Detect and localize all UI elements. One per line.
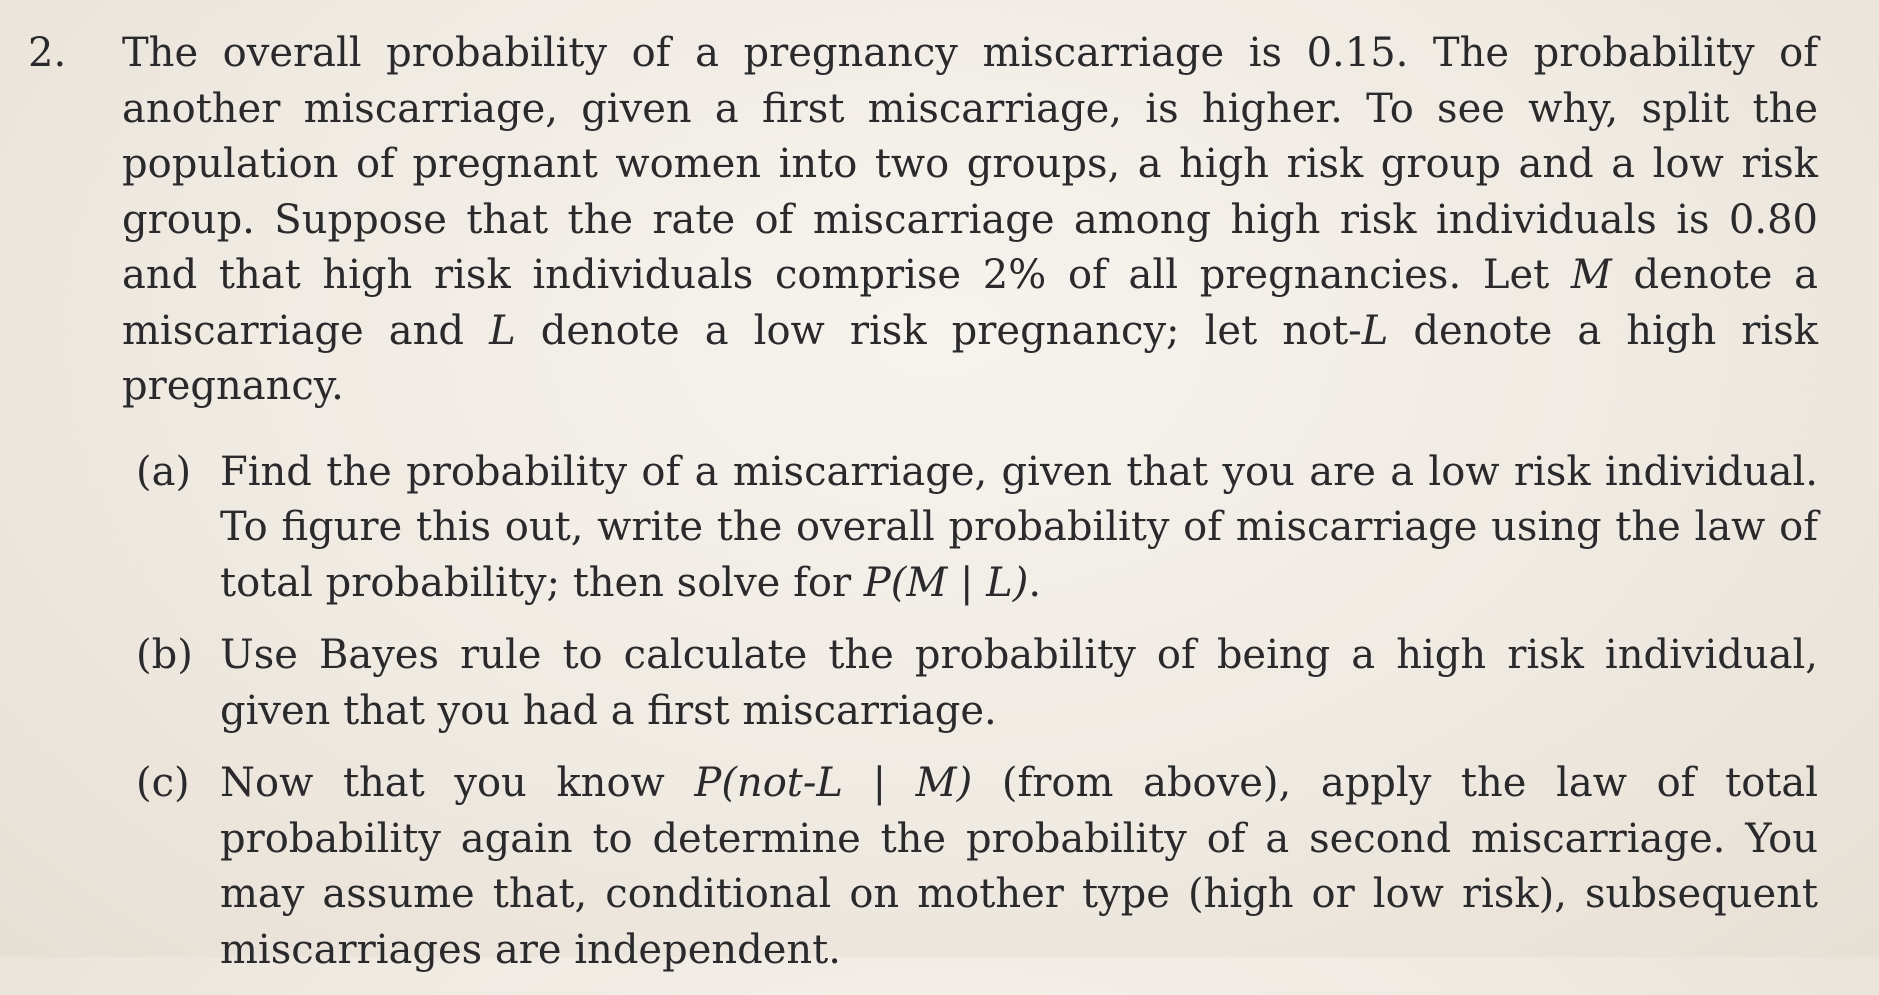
part-a-label: (a) (136, 448, 192, 495)
part-c (136, 756, 1818, 978)
part-b-text: Use Bayes rule to calculate the probability of being a high risk individual, given that you had a first miscarriage. (220, 632, 1818, 734)
part-c-text (220, 756, 1818, 978)
sub-questions (136, 445, 1818, 979)
variable-m: M (1570, 252, 1612, 298)
part-c-label: (c) (136, 760, 190, 806)
part-a-expression: P(M | L) (863, 559, 1029, 606)
variable-l: L (489, 307, 516, 354)
intro-text-4: denote a high risk pregnancy. (122, 307, 1818, 409)
part-a-text-2: . (1028, 559, 1042, 606)
problem-2 (28, 26, 1818, 995)
problem-intro (122, 26, 1818, 415)
variable-l-second: L (1361, 307, 1389, 354)
part-b (136, 628, 1818, 739)
part-a-text-1: Find the probability of a miscarriage, given that you are a low risk individual. To figure this out, write the overall probability of miscarriage using the law of total probability; then solve for (220, 448, 1818, 606)
intro-text-2: denote a miscarriage and (122, 252, 1818, 354)
problem-number: 2. (28, 30, 67, 76)
part-a (136, 445, 1818, 612)
intro-text-3: denote a low risk pregnancy; let not- (515, 307, 1362, 354)
part-c-text-2: (from above), apply the law of total probability again to determine the probability of a second miscarriage. You may assume that, conditional on mother type (high or low risk), subsequent miscarriages are independent. (220, 760, 1819, 973)
part-c-text-1: Now that you know (220, 760, 695, 806)
part-b-label: (b) (136, 632, 193, 678)
part-a-text (220, 445, 1818, 612)
part-c-expression: P(not-L | M) (694, 760, 973, 806)
intro-text-1: The overall probability of a pregnancy miscarriage is 0.15. The probability of another miscarriage, given a first miscarriage, is higher. To see why, split the population of pregnant women into two groups, a high risk group and a low risk group. Suppose that the rate of miscarriage among high risk individuals is 0.80 and that high risk individuals comprise 2% of all pregnancies. Let (122, 30, 1818, 298)
